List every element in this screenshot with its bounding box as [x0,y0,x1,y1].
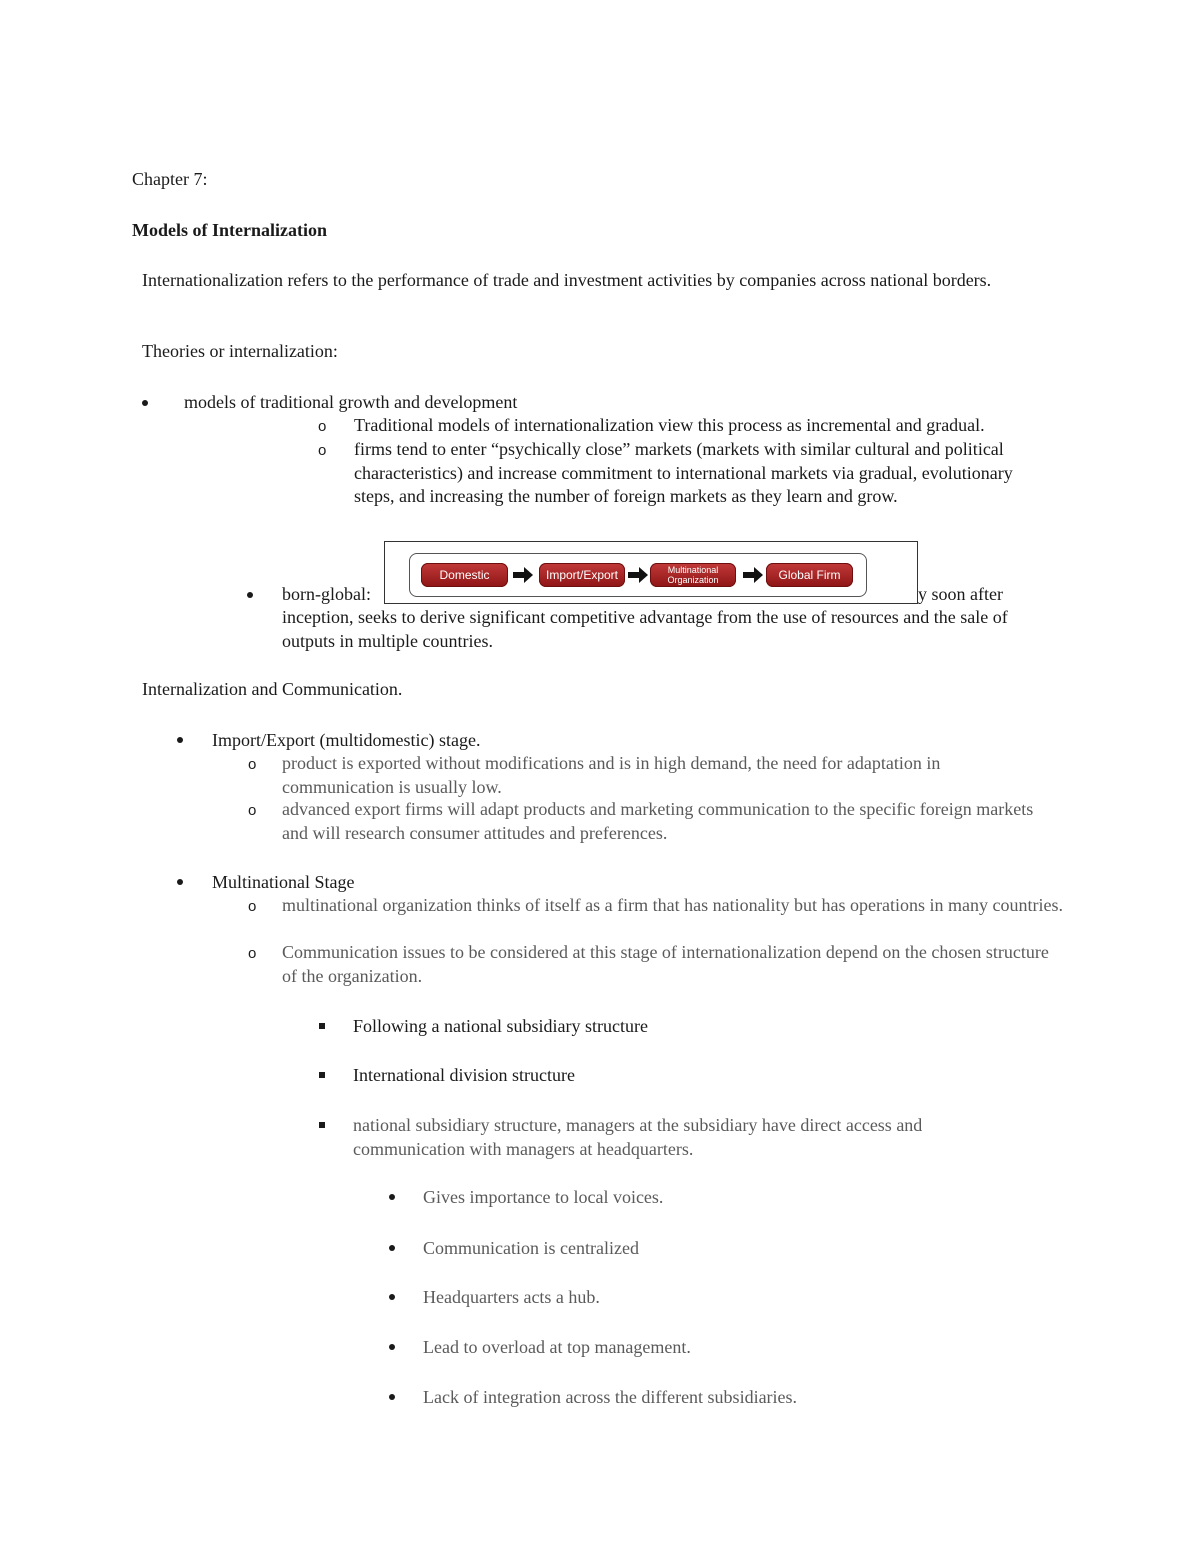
bullet-icon [389,1294,395,1300]
square-bullet-icon [319,1122,325,1128]
bullet-icon [389,1194,395,1200]
born-global-tail: y soon after [918,584,1003,604]
bullet-icon [389,1344,395,1350]
stage-import-export: Import/Export [539,563,625,587]
traditional-point: firms tend to enter “psychically close” markets (markets with similar cultural and political characteristics) and increase commitment to international markets via gradual, evolutionary steps, and increasing the number of foreign markets as they learn and grow. [354,439,1013,506]
intro-paragraph: Internationalization refers to the performance of trade and investment activities by companies across national borders. [142,270,992,290]
multinational-label: Multinational Stage [212,872,355,892]
circle-bullet-icon: o [248,756,257,773]
born-global-label: born-global: [282,584,371,604]
bullet-icon [142,400,148,406]
effect-item: Gives importance to local voices. [423,1187,664,1207]
stage-multinational: Multinational Organization [650,563,736,587]
born-global-text: inception, seeks to derive significant competitive advantage from the use of resources and the sale of outputs in multiple countries. [282,607,1008,651]
multinational-point: multinational organization thinks of itself as a firm that has nationality but has operations in many countries. [282,895,1064,915]
stage-domestic: Domestic [421,563,508,587]
bullet-icon [177,737,183,743]
effect-item: Communication is centralized [423,1238,639,1258]
chapter-label: Chapter 7: [132,169,208,189]
theories-label: Theories or internalization: [142,341,338,361]
bullet-icon [389,1394,395,1400]
square-bullet-icon [319,1023,325,1029]
bullet-icon [177,879,183,885]
circle-bullet-icon: o [318,418,327,435]
import-export-point: advanced export firms will adapt products and marketing communication to the specific foreign markets and will research consumer attitudes and preferences. [282,799,1034,843]
import-export-label: Import/Export (multidomestic) stage. [212,730,481,750]
square-bullet-icon [319,1072,325,1078]
traditional-label: models of traditional growth and development [184,392,518,412]
section-heading: Models of Internalization [132,220,327,240]
effect-item: Headquarters acts a hub. [423,1287,600,1307]
arrow-right-icon [628,567,648,583]
arrow-right-icon [513,567,533,583]
arrow-right-icon [743,567,763,583]
multinational-point: Communication issues to be considered at this stage of internationalization depend on the chosen structure of the organization. [282,942,1049,986]
bullet-icon [389,1245,395,1251]
circle-bullet-icon: o [248,802,257,819]
bullet-icon [247,592,253,598]
structure-item: Following a national subsidiary structure [353,1016,648,1036]
communication-heading: Internalization and Communication. [142,679,403,699]
circle-bullet-icon: o [318,442,327,459]
circle-bullet-icon: o [248,898,257,915]
structure-item: International division structure [353,1065,575,1085]
import-export-point: product is exported without modifications and is in high demand, the need for adaptation in communication is usually low. [282,753,941,797]
stage-global-firm: Global Firm [766,563,853,587]
circle-bullet-icon: o [248,945,257,962]
structure-item: national subsidiary structure, managers at the subsidiary have direct access and communication with managers at headquarters. [353,1115,923,1159]
internationalization-diagram [384,541,918,604]
effect-item: Lack of integration across the different subsidiaries. [423,1387,798,1407]
traditional-point: Traditional models of internationalization view this process as incremental and gradual. [354,415,985,435]
effect-item: Lead to overload at top management. [423,1337,691,1357]
diagram-frame [409,553,867,597]
